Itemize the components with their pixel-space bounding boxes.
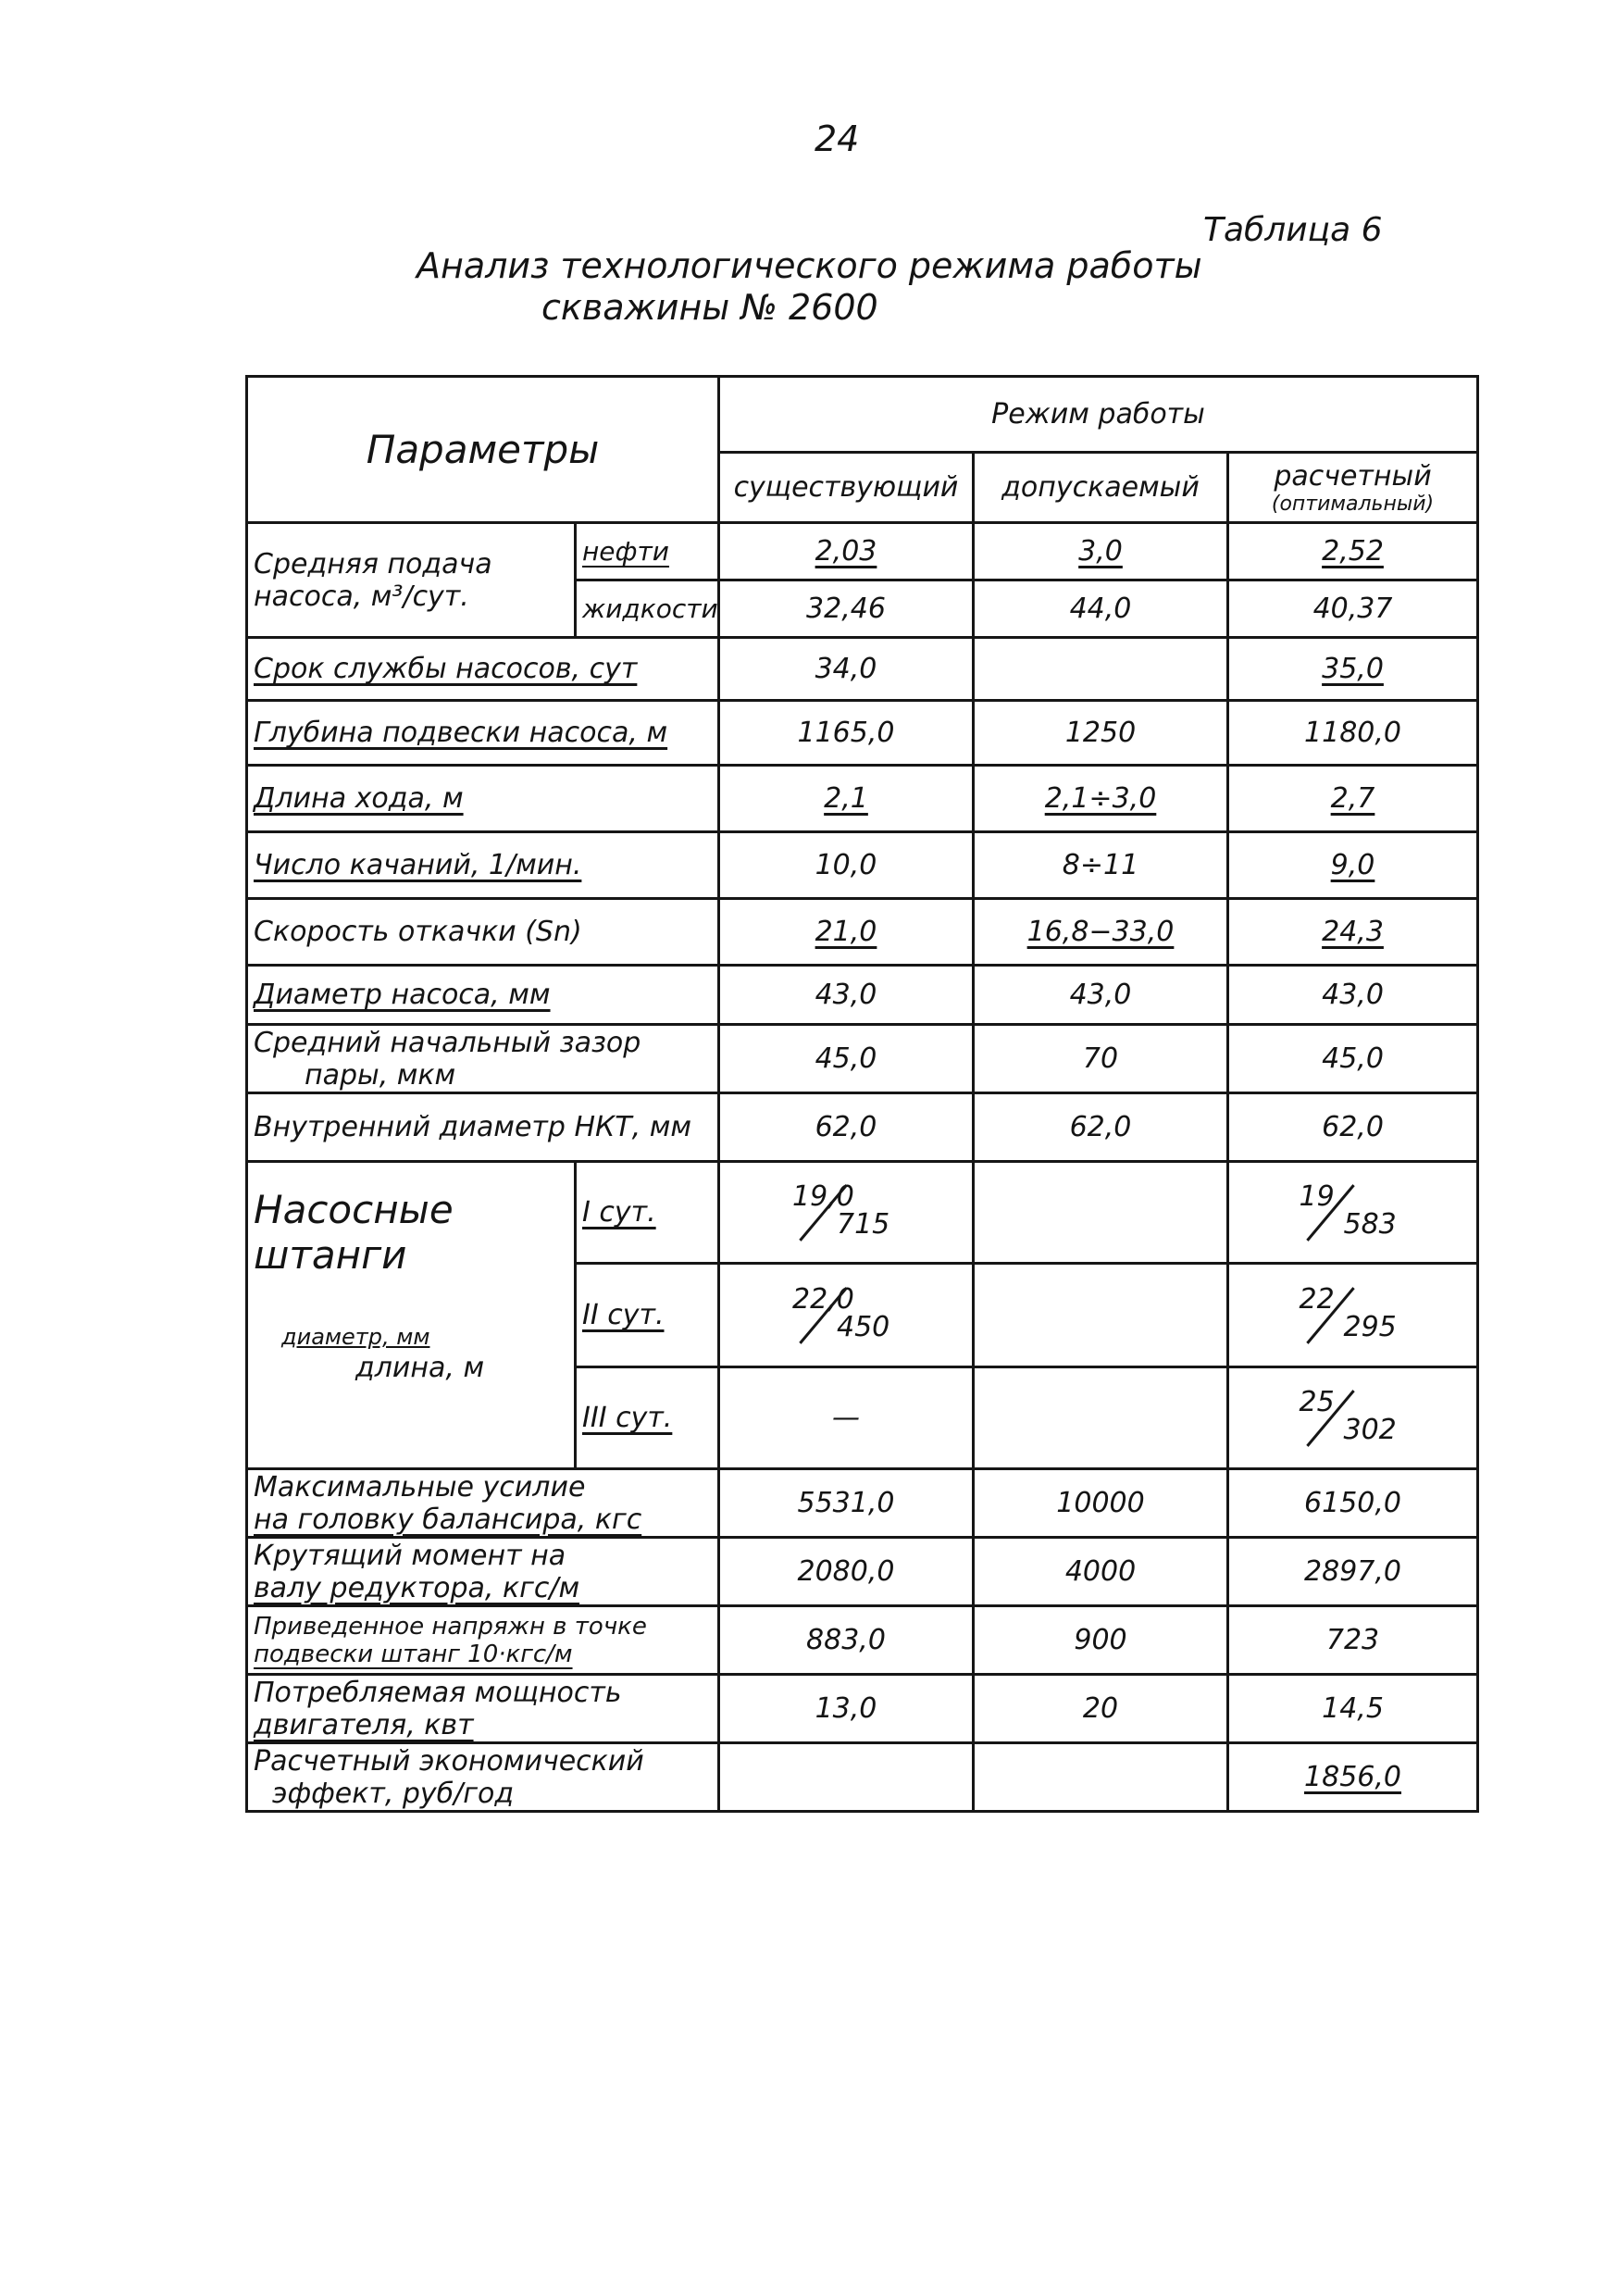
rod-stage-3-calc-diameter: 25 <box>1299 1385 1335 1418</box>
table-title-line2: скважины № 2600 <box>541 287 878 328</box>
oil-allowed: 3,0 <box>974 523 1228 580</box>
page-number: 24 <box>815 119 860 159</box>
stroke-length-existing: 2,1 <box>719 766 974 832</box>
liquid-allowed: 44,0 <box>974 580 1228 638</box>
torque-label-line2: валу редуктора, кгс/м <box>254 1571 580 1604</box>
reduced-stress-existing: 883,0 <box>719 1606 974 1675</box>
torque-allowed: 4000 <box>974 1538 1228 1606</box>
header-calculated-line2: (оптимальный) <box>1271 492 1435 516</box>
power-label-line2: двигателя, квт <box>254 1708 474 1741</box>
reduced-stress-label-line1: Приведенное напряжн в точке <box>254 1612 647 1641</box>
rod-stage-3-calculated <box>1228 1367 1478 1469</box>
torque-label-line1: Крутящий момент на <box>254 1539 566 1572</box>
analysis-table <box>245 375 1479 1813</box>
tubing-diameter-existing: 62,0 <box>719 1093 974 1162</box>
stroke-length-calculated: 2,7 <box>1228 766 1478 832</box>
initial-gap-label-line1: Средний начальный зазор <box>254 1026 641 1059</box>
pump-diameter-label: Диаметр насоса, мм <box>247 966 719 1025</box>
pump-diameter-allowed: 43,0 <box>974 966 1228 1025</box>
strokes-per-min-existing: 10,0 <box>719 832 974 899</box>
rod-stage-2-calculated <box>1228 1264 1478 1367</box>
rod-stage-3-existing: — <box>719 1367 974 1469</box>
rod-stage-1-calculated <box>1228 1162 1478 1264</box>
power-allowed: 20 <box>974 1675 1228 1743</box>
rod-stage-2-calc-length: 295 <box>1343 1310 1397 1343</box>
power-existing: 13,0 <box>719 1675 974 1743</box>
header-mode: Режим работы <box>719 377 1478 453</box>
torque-calculated: 2897,0 <box>1228 1538 1478 1606</box>
rod-stage-1-calc-diameter: 19 <box>1299 1179 1335 1213</box>
max-load-existing: 5531,0 <box>719 1469 974 1538</box>
pump-feed-label <box>247 523 576 638</box>
sucker-rods-title: Насосные штанги <box>254 1187 454 1278</box>
service-life-label: Срок службы насосов, сут <box>247 638 719 701</box>
rod-stage-1-existing <box>719 1162 974 1264</box>
header-params: Параметры <box>247 377 719 523</box>
rod-stage-2-allowed <box>974 1264 1228 1367</box>
max-load-label-line2: на головку балансира, кгс <box>254 1503 642 1536</box>
reduced-stress-allowed: 900 <box>974 1606 1228 1675</box>
pumping-speed-existing: 21,0 <box>719 899 974 966</box>
max-load-label <box>247 1469 719 1538</box>
table-title-line1: Анализ технологического режима работы <box>417 245 1202 286</box>
tubing-diameter-label: Внутренний диаметр НКТ, мм <box>247 1093 719 1162</box>
header-calculated-line1: расчетный <box>1274 459 1432 493</box>
service-life-calculated: 35,0 <box>1228 638 1478 701</box>
header-calculated <box>1228 453 1478 523</box>
economic-effect-allowed <box>974 1743 1228 1812</box>
rod-stage-3-calc-length: 302 <box>1343 1413 1397 1446</box>
strokes-per-min-allowed: 8÷11 <box>974 832 1228 899</box>
reduced-stress-calculated: 723 <box>1228 1606 1478 1675</box>
rod-stage-2-existing-diameter: 22,0 <box>792 1282 854 1316</box>
oil-label: нефти <box>576 523 719 580</box>
rod-stage-2-label: II сут. <box>576 1264 719 1367</box>
initial-gap-label <box>247 1025 719 1093</box>
rod-stage-3-label: III сут. <box>576 1367 719 1469</box>
pump-depth-existing: 1165,0 <box>719 701 974 766</box>
rod-stage-1-calc-length: 583 <box>1343 1207 1397 1241</box>
rod-stage-1-allowed <box>974 1162 1228 1264</box>
initial-gap-allowed: 70 <box>974 1025 1228 1093</box>
liquid-calculated: 40,37 <box>1228 580 1478 638</box>
economic-effect-label <box>247 1743 719 1812</box>
pumping-speed-allowed: 16,8−33,0 <box>974 899 1228 966</box>
table-number: Таблица 6 <box>1203 211 1383 249</box>
pump-feed-label-line2: насоса, м³/сут. <box>254 580 469 613</box>
header-allowed: допускаемый <box>974 453 1228 523</box>
strokes-per-min-label: Число качаний, 1/мин. <box>247 832 719 899</box>
initial-gap-label-line2: пары, мкм <box>305 1058 456 1092</box>
rod-stage-3-allowed <box>974 1367 1228 1469</box>
liquid-label: жидкости <box>576 580 719 638</box>
power-calculated: 14,5 <box>1228 1675 1478 1743</box>
initial-gap-existing: 45,0 <box>719 1025 974 1093</box>
economic-effect-calculated: 1856,0 <box>1228 1743 1478 1812</box>
max-load-calculated: 6150,0 <box>1228 1469 1478 1538</box>
max-load-label-line1: Максимальные усилие <box>254 1470 586 1504</box>
pump-diameter-existing: 43,0 <box>719 966 974 1025</box>
pump-feed-label-line1: Средняя подача <box>254 547 492 580</box>
pump-depth-allowed: 1250 <box>974 701 1228 766</box>
torque-existing: 2080,0 <box>719 1538 974 1606</box>
rods-unit-bottom: длина, м <box>355 1352 485 1384</box>
rod-stage-1-existing-length: 715 <box>837 1207 890 1241</box>
rod-stage-2-existing-length: 450 <box>837 1310 890 1343</box>
power-label-line1: Потребляемая мощность <box>254 1676 622 1709</box>
power-label <box>247 1675 719 1743</box>
rods-unit-top: диаметр, мм <box>281 1324 430 1350</box>
initial-gap-calculated: 45,0 <box>1228 1025 1478 1093</box>
rod-stage-1-label: I сут. <box>576 1162 719 1264</box>
oil-existing: 2,03 <box>719 523 974 580</box>
stroke-length-allowed: 2,1÷3,0 <box>974 766 1228 832</box>
pumping-speed-calculated: 24,3 <box>1228 899 1478 966</box>
pump-diameter-calculated: 43,0 <box>1228 966 1478 1025</box>
rod-stage-2-calc-diameter: 22 <box>1299 1282 1335 1316</box>
stroke-length-label: Длина хода, м <box>247 766 719 832</box>
tubing-diameter-allowed: 62,0 <box>974 1093 1228 1162</box>
economic-effect-label-line2: эффект, руб/год <box>272 1777 515 1810</box>
liquid-existing: 32,46 <box>719 580 974 638</box>
sucker-rods-label <box>247 1162 576 1469</box>
tubing-diameter-calculated: 62,0 <box>1228 1093 1478 1162</box>
oil-calculated: 2,52 <box>1228 523 1478 580</box>
rod-stage-2-existing <box>719 1264 974 1367</box>
rod-stage-1-existing-diameter: 19,0 <box>792 1179 854 1213</box>
service-life-allowed <box>974 638 1228 701</box>
economic-effect-existing <box>719 1743 974 1812</box>
pump-depth-calculated: 1180,0 <box>1228 701 1478 766</box>
max-load-allowed: 10000 <box>974 1469 1228 1538</box>
economic-effect-label-line1: Расчетный экономический <box>254 1744 644 1778</box>
strokes-per-min-calculated: 9,0 <box>1228 832 1478 899</box>
service-life-existing: 34,0 <box>719 638 974 701</box>
reduced-stress-label-line2: подвески штанг 10·кгс/м <box>254 1640 573 1668</box>
reduced-stress-label <box>247 1606 719 1675</box>
torque-label <box>247 1538 719 1606</box>
pumping-speed-label: Скорость откачки (Sn) <box>247 899 719 966</box>
pump-depth-label: Глубина подвески насоса, м <box>247 701 719 766</box>
header-existing: существующий <box>719 453 974 523</box>
